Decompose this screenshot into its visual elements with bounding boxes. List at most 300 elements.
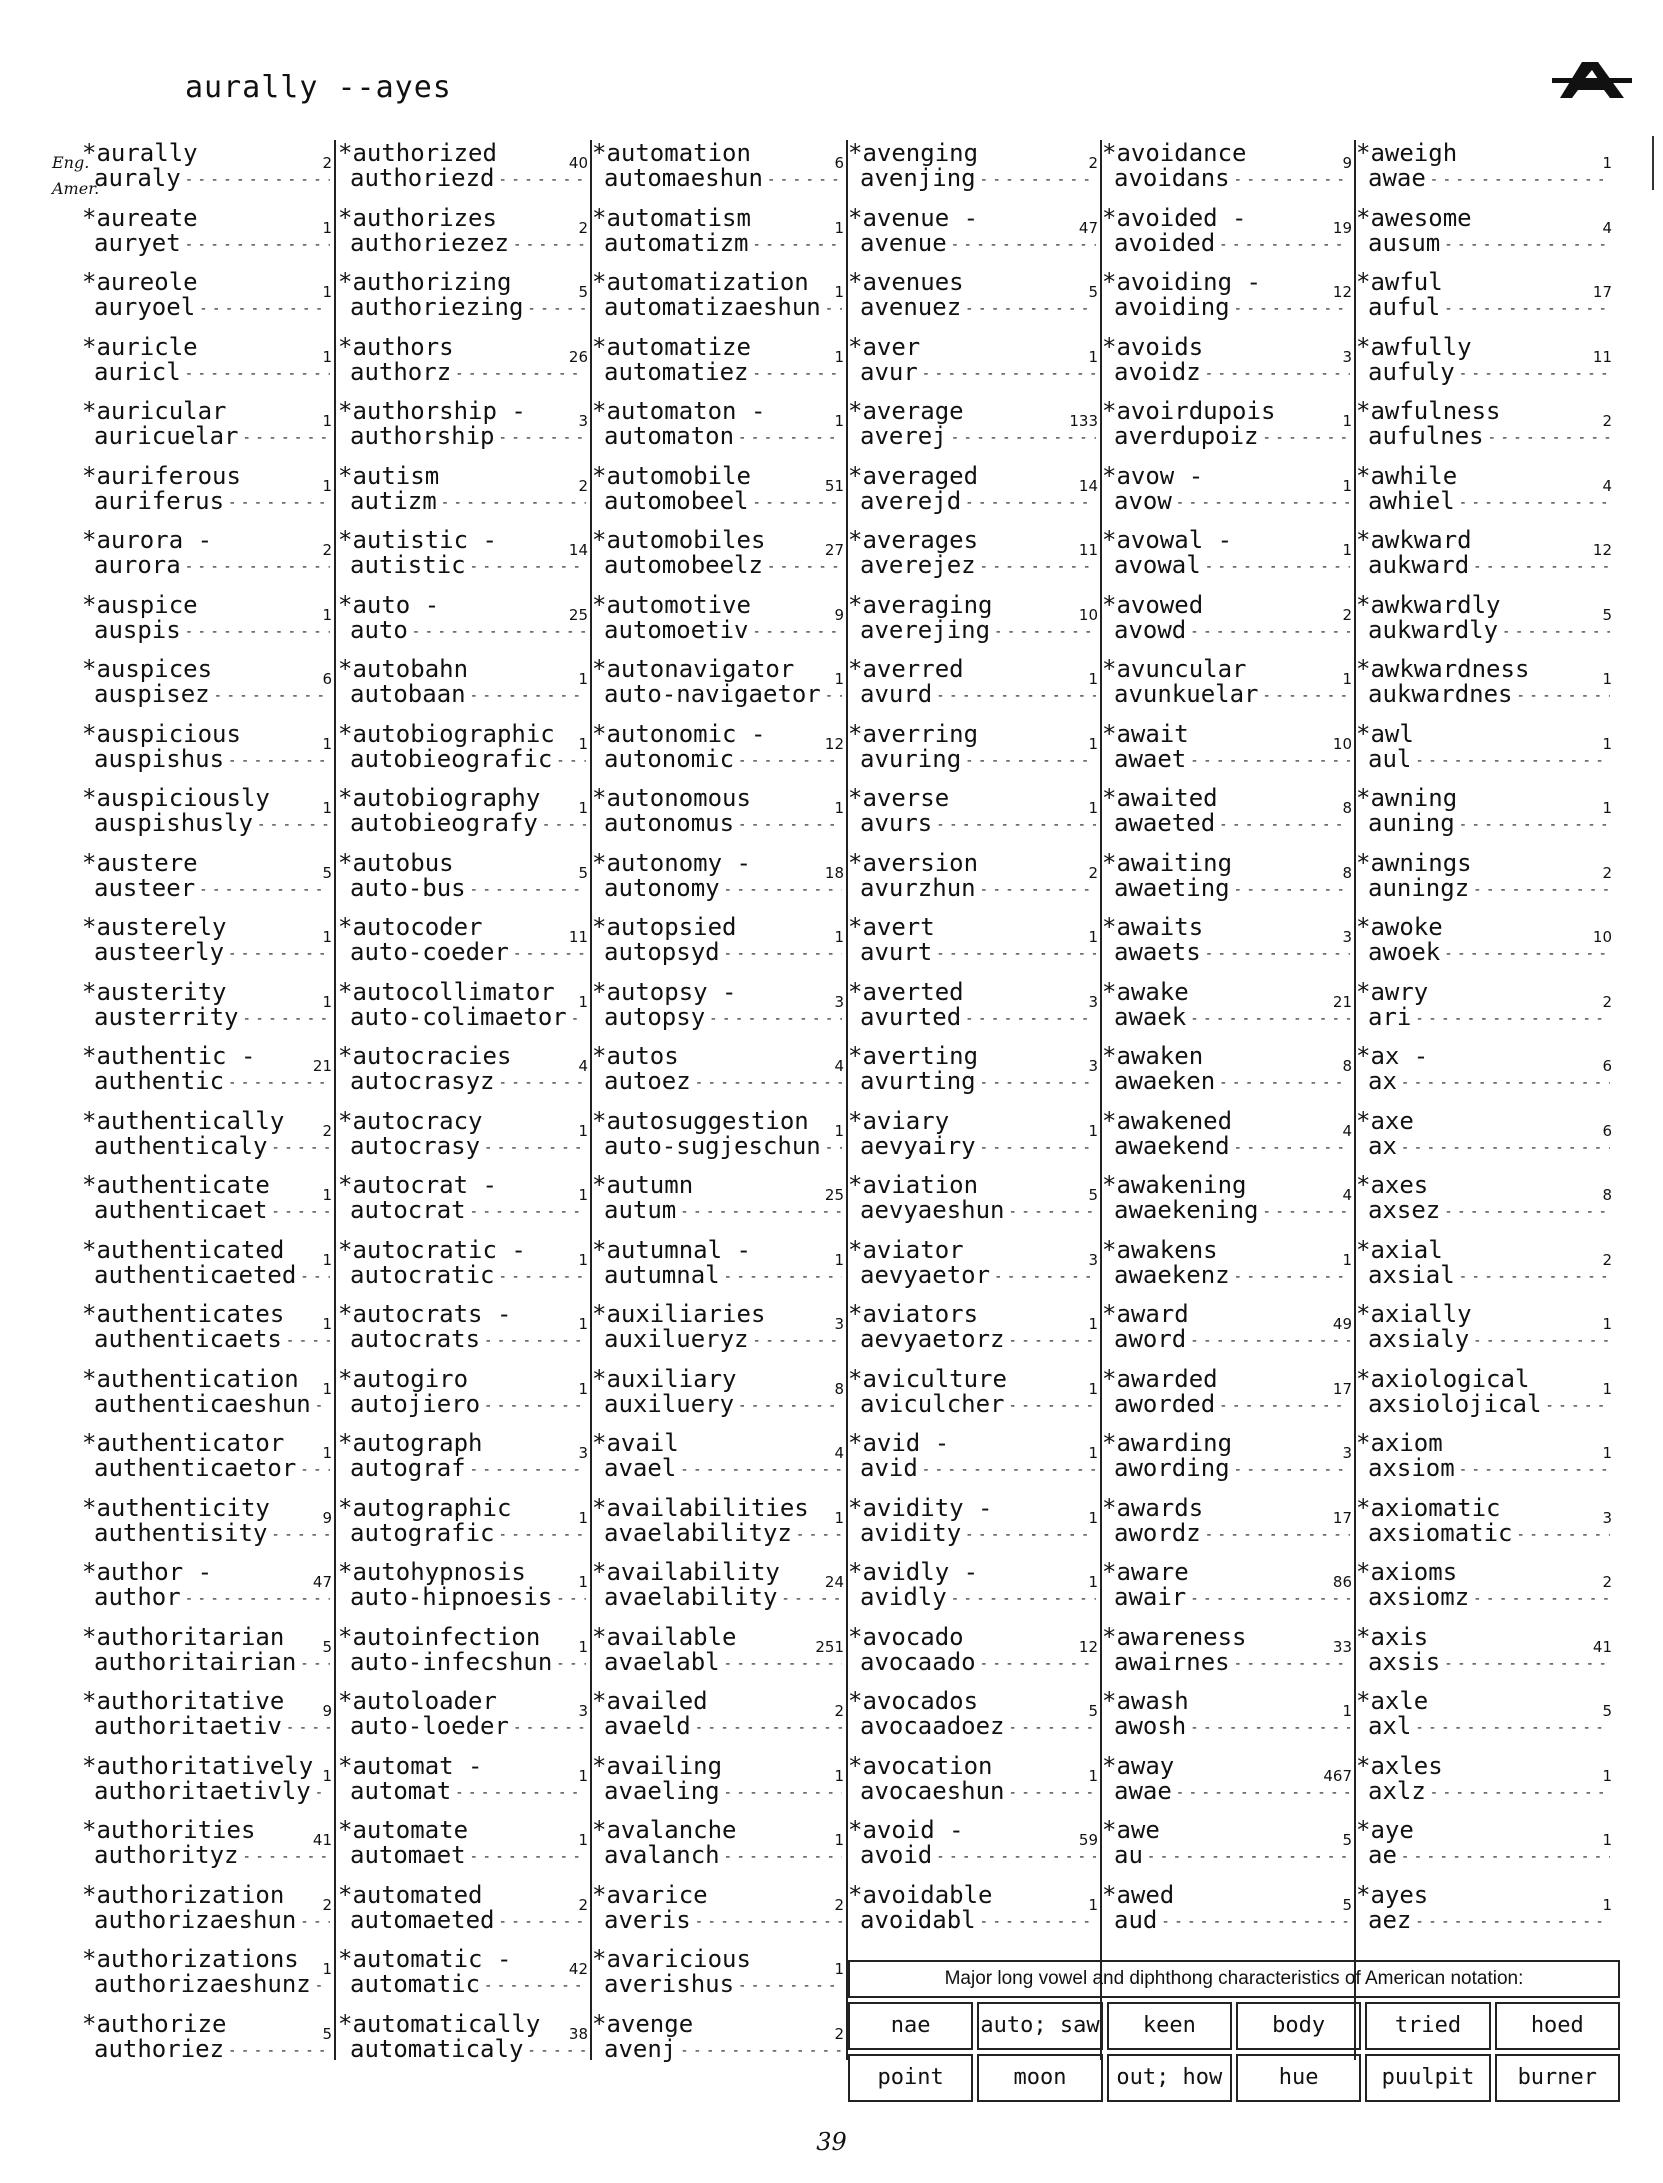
american-spelling: authenticaly - - - (94, 1133, 330, 1161)
frequency-count: 5 (322, 1637, 332, 1656)
american-spelling: authenticaets - - - (94, 1326, 330, 1354)
dictionary-entry (1356, 721, 1614, 781)
frequency-count: 133 (1069, 412, 1098, 430)
frequency-count: 21 (1332, 992, 1352, 1011)
american-spelling: aevyairy - - - (860, 1133, 1096, 1161)
dictionary-entry (1356, 1495, 1614, 1555)
english-spelling: *avid - (848, 1429, 950, 1457)
english-spelling: *automat - (338, 1751, 483, 1780)
dictionary-entry (848, 914, 1100, 974)
dictionary-entry (82, 1495, 334, 1555)
frequency-count: 1 (834, 670, 844, 688)
american-spelling: auto-coeder - - - (350, 939, 586, 967)
dictionary-entry (592, 1108, 846, 1168)
dictionary-entry (592, 140, 846, 200)
american-spelling: aevyaetorz - - - (860, 1326, 1096, 1354)
frequency-count: 3 (1602, 1508, 1612, 1527)
english-spelling: *autopsied (592, 913, 737, 941)
dictionary-entry (338, 656, 590, 716)
american-spelling: automaeted - - - (350, 1907, 586, 1935)
lang-label-english: Eng. (52, 153, 90, 172)
american-spelling: avuring - - - (860, 746, 1096, 774)
frequency-count: 5 (1602, 1702, 1612, 1720)
dictionary-entry (1102, 721, 1354, 781)
english-spelling: *aureate (82, 203, 198, 232)
american-spelling: ari - - - (1368, 1004, 1610, 1032)
frequency-count: 1 (322, 1186, 332, 1204)
frequency-count: 1 (1602, 1895, 1612, 1914)
dictionary-entry (338, 1430, 590, 1490)
frequency-count: 1 (322, 605, 332, 624)
english-spelling: *averaged (848, 461, 979, 490)
english-spelling: *auspices (82, 655, 213, 683)
frequency-count: 2 (834, 1702, 844, 1720)
frequency-count: 1 (1088, 1573, 1098, 1591)
dictionary-entry (848, 592, 1100, 652)
dictionary-entry (848, 1301, 1100, 1361)
frequency-count: 1 (322, 412, 332, 430)
english-spelling: *automated (338, 1880, 483, 1909)
dictionary-entry (1356, 1108, 1614, 1168)
frequency-count: 10 (1078, 605, 1098, 624)
english-spelling: *awash (1102, 1687, 1189, 1715)
frequency-count: 1 (834, 1250, 844, 1269)
american-spelling: autonomy - - - (604, 875, 842, 903)
english-spelling: *awnings (1356, 848, 1472, 877)
american-spelling: aworded - - - (1114, 1391, 1350, 1419)
frequency-count: 1 (834, 1960, 844, 1978)
dictionary-entry (592, 850, 846, 910)
frequency-count: 1 (1602, 1444, 1612, 1462)
frequency-count: 1 (1088, 1444, 1098, 1462)
dictionary-entry (592, 1495, 846, 1555)
american-spelling: axsez - - - (1368, 1197, 1610, 1225)
american-spelling: auspishus - - - (94, 746, 330, 774)
legend-row (848, 2002, 1620, 2050)
frequency-count: 25 (568, 605, 588, 624)
english-spelling: *autosuggestion (592, 1106, 809, 1135)
dictionary-entry (592, 1301, 846, 1361)
frequency-count: 1 (578, 799, 588, 817)
american-spelling: avoidabl - - - (860, 1907, 1096, 1935)
dictionary-entry (1102, 463, 1354, 523)
english-spelling: *axiological (1356, 1364, 1530, 1393)
frequency-count: 1 (834, 928, 844, 946)
english-spelling: *autocrat - (338, 1171, 497, 1199)
english-spelling: *away (1102, 1751, 1175, 1780)
american-spelling: avenue - - - (860, 230, 1096, 258)
dictionary-entry (848, 140, 1100, 200)
frequency-count: 1 (1088, 799, 1098, 817)
dictionary-entry (338, 1559, 590, 1619)
frequency-count: 12 (1332, 283, 1352, 301)
american-spelling: autocrasy - - - (350, 1133, 586, 1161)
dictionary-entry (592, 1688, 846, 1748)
english-spelling: *averting (848, 1042, 979, 1070)
american-spelling: autopsyd - - - (604, 939, 842, 967)
english-spelling: *avoided - (1102, 203, 1247, 232)
frequency-count: 47 (1078, 218, 1098, 237)
frequency-count: 9 (1342, 154, 1352, 172)
english-spelling: *autonomous (592, 784, 751, 812)
frequency-count: 467 (1323, 1766, 1352, 1785)
american-spelling: aul - - - (1368, 746, 1610, 774)
legend-title: Major long vowel and diphthong characteristics of American notation: (848, 1960, 1620, 1998)
frequency-count: 8 (1342, 799, 1352, 817)
frequency-count: 2 (578, 1895, 588, 1914)
american-spelling: awhiel - - - (1368, 488, 1610, 516)
dictionary-entry (338, 269, 590, 329)
english-spelling: *awkward (1356, 526, 1472, 554)
english-spelling: *aviary (848, 1106, 950, 1135)
english-spelling: *authoritative (82, 1687, 285, 1715)
american-spelling: avenjing - - - (860, 165, 1096, 193)
dictionary-entry (338, 979, 590, 1039)
frequency-count: 1 (578, 1315, 588, 1333)
dictionary-entry (82, 205, 334, 265)
english-spelling: *authorizing (338, 268, 512, 296)
dictionary-entry (1102, 1559, 1354, 1619)
american-spelling: axl - - - (1368, 1713, 1610, 1741)
american-spelling: avael - - - (604, 1455, 842, 1483)
dictionary-entry (82, 1301, 334, 1361)
english-spelling: *autoloader (338, 1687, 497, 1715)
american-spelling: avalanch - - - (604, 1842, 842, 1870)
dictionary-entry (82, 1237, 334, 1297)
frequency-count: 1 (322, 1250, 332, 1269)
english-spelling: *axle (1356, 1687, 1429, 1715)
english-spelling: *autographic (338, 1493, 512, 1522)
frequency-count: 2 (322, 1121, 332, 1140)
english-spelling: *await (1102, 719, 1189, 748)
english-spelling: *award (1102, 1300, 1189, 1328)
dictionary-entry (1102, 140, 1354, 200)
dictionary-entry (338, 721, 590, 781)
dictionary-entry (338, 1753, 590, 1813)
frequency-count: 1 (578, 734, 588, 753)
american-spelling: autocratic - - - (350, 1262, 586, 1290)
dictionary-entry (848, 463, 1100, 523)
american-spelling: avaelability - - - (604, 1584, 842, 1612)
english-spelling: *autobiography (338, 784, 541, 812)
dictionary-entry (338, 2011, 590, 2071)
american-spelling: averejd - - - (860, 488, 1096, 516)
dictionary-entry (848, 527, 1100, 587)
frequency-count: 5 (1342, 1831, 1352, 1849)
english-spelling: *authenticate (82, 1171, 270, 1199)
legend-example: hue (1236, 2054, 1361, 2102)
english-spelling: *automatically (338, 2009, 541, 2038)
american-spelling: au - - - (1114, 1842, 1350, 1870)
american-spelling: axsialy - - - (1368, 1326, 1610, 1354)
american-spelling: auryet - - - (94, 230, 330, 258)
american-spelling: avoid - - - (860, 1842, 1096, 1870)
dictionary-entry (1102, 1430, 1354, 1490)
dictionary-entry (82, 334, 334, 394)
american-spelling: axsiom - - - (1368, 1455, 1610, 1483)
frequency-count: 2 (1602, 412, 1612, 430)
english-spelling: *auricular (82, 397, 227, 425)
american-spelling: auraly - - - (94, 165, 330, 193)
american-spelling: automatiez - - - (604, 359, 842, 387)
frequency-count: 1 (1088, 1895, 1098, 1914)
dictionary-entry (82, 1817, 334, 1877)
frequency-count: 251 (815, 1637, 844, 1656)
english-spelling: *avuncular (1102, 655, 1247, 683)
dictionary-entry (848, 334, 1100, 394)
frequency-count: 1 (578, 1508, 588, 1527)
american-spelling: avaeling - - - (604, 1778, 842, 1806)
dictionary-entry (848, 1366, 1100, 1426)
frequency-count: 4 (1602, 218, 1612, 237)
american-spelling: auningz - - - (1368, 875, 1610, 903)
english-spelling: *awaited (1102, 784, 1218, 812)
american-spelling: avid - - - (860, 1455, 1096, 1483)
english-spelling: *autocrats - (338, 1300, 512, 1328)
english-spelling: *axe (1356, 1106, 1414, 1135)
english-spelling: *aweigh (1356, 139, 1458, 167)
frequency-count: 1 (578, 1121, 588, 1140)
frequency-count: 17 (1332, 1379, 1352, 1398)
frequency-count: 5 (322, 2024, 332, 2043)
frequency-count: 8 (834, 1379, 844, 1398)
frequency-count: 1 (322, 218, 332, 237)
frequency-count: 1 (322, 799, 332, 817)
frequency-count: 6 (1602, 1057, 1612, 1075)
american-spelling: authenticaeshun - - - (94, 1391, 330, 1419)
american-spelling: awosh - - - (1114, 1713, 1350, 1741)
dictionary-entry (338, 1882, 590, 1942)
english-spelling: *authoritatively (82, 1751, 314, 1780)
dictionary-entry (848, 1430, 1100, 1490)
frequency-count: 1 (834, 283, 844, 301)
english-spelling: *automaton - (592, 397, 766, 425)
dictionary-column (1102, 140, 1356, 2060)
dictionary-entry (338, 463, 590, 523)
dictionary-entry (338, 205, 590, 265)
english-spelling: *aviators (848, 1300, 979, 1328)
dictionary-entry (1102, 850, 1354, 910)
dictionary-entry (82, 1753, 334, 1813)
dictionary-entry (1102, 1688, 1354, 1748)
english-spelling: *avenue - (848, 203, 979, 232)
american-spelling: authoriezing - - - (350, 294, 586, 322)
dictionary-entry (592, 1946, 846, 2006)
english-spelling: *avocation (848, 1751, 993, 1780)
american-spelling: auto-colimaetor - - - (350, 1004, 586, 1032)
american-spelling: axsiomatic - - - (1368, 1520, 1610, 1548)
english-spelling: *avoid - (848, 1816, 964, 1844)
dictionary-entry (848, 1882, 1100, 1942)
page-number: 39 (816, 2128, 847, 2156)
american-spelling: auryoel - - - (94, 294, 330, 322)
american-spelling: authoritaetiv - - - (94, 1713, 330, 1741)
dictionary-entry (338, 1172, 590, 1232)
dictionary-entry (82, 850, 334, 910)
dictionary-entry (848, 721, 1100, 781)
english-spelling: *awkwardness (1356, 655, 1530, 683)
frequency-count: 9 (322, 1508, 332, 1527)
dictionary-entry (1102, 334, 1354, 394)
english-spelling: *autoinfection (338, 1622, 541, 1651)
american-spelling: avurted - - - (860, 1004, 1096, 1032)
american-spelling: authorz - - - (350, 359, 586, 387)
english-spelling: *awe (1102, 1816, 1160, 1844)
dictionary-entry (338, 1624, 590, 1684)
dictionary-entry (338, 1688, 590, 1748)
dictionary-entry (82, 140, 334, 200)
dictionary-entry (82, 1882, 334, 1942)
frequency-count: 11 (1078, 541, 1098, 559)
dictionary-entry (592, 1817, 846, 1877)
american-spelling: avurting - - - (860, 1068, 1096, 1096)
english-spelling: *autohypnosis (338, 1558, 526, 1586)
dictionary-entry (848, 205, 1100, 265)
dictionary-column (848, 140, 1102, 2060)
english-spelling: *autocoder (338, 913, 483, 941)
dictionary-entry (848, 1108, 1100, 1168)
english-spelling: *avenging (848, 139, 979, 167)
english-spelling: *auto - (338, 590, 440, 619)
english-spelling: *automatize (592, 332, 751, 361)
american-spelling: autocrats - - - (350, 1326, 586, 1354)
english-spelling: *avoids (1102, 332, 1204, 361)
notation-legend (848, 1960, 1620, 2135)
american-spelling: awaets - - - (1114, 939, 1350, 967)
dictionary-entry (592, 721, 846, 781)
frequency-count: 17 (1332, 1508, 1352, 1527)
dictionary-column (82, 139, 336, 2063)
american-spelling: avidity - - - (860, 1520, 1096, 1548)
english-spelling: *awl (1356, 719, 1414, 748)
frequency-count: 1 (1602, 799, 1612, 817)
frequency-count: 2 (1602, 992, 1612, 1011)
dictionary-entry (592, 1430, 846, 1490)
english-spelling: *average (848, 397, 964, 425)
dictionary-entry (82, 1108, 334, 1168)
frequency-count: 26 (568, 347, 588, 366)
english-spelling: *awaits (1102, 913, 1204, 941)
english-spelling: *axes (1356, 1171, 1429, 1199)
american-spelling: avaelabl - - - (604, 1649, 842, 1677)
english-spelling: *avowed (1102, 590, 1204, 619)
american-spelling: averis - - - (604, 1907, 842, 1935)
english-spelling: *avoiding - (1102, 268, 1261, 296)
english-spelling: *availability (592, 1558, 780, 1586)
frequency-count: 24 (824, 1573, 844, 1591)
frequency-count: 3 (1088, 1057, 1098, 1075)
american-spelling: autonomic - - - (604, 746, 842, 774)
dictionary-entry (1102, 1882, 1354, 1942)
dictionary-entry (1102, 1817, 1354, 1877)
dictionary-entry (1356, 1301, 1614, 1361)
english-spelling: *awkwardly (1356, 590, 1501, 619)
english-spelling: *authentic - (82, 1042, 256, 1070)
dictionary-entry (1102, 1624, 1354, 1684)
english-spelling: *awareness (1102, 1622, 1247, 1651)
dictionary-entry (592, 979, 846, 1039)
frequency-count: 3 (578, 1444, 588, 1462)
english-spelling: *avoidance (1102, 139, 1247, 167)
american-spelling: auful - - - (1368, 294, 1610, 322)
frequency-count: 1 (1342, 1702, 1352, 1720)
frequency-count: 1 (1602, 1766, 1612, 1785)
english-spelling: *avarice (592, 1880, 708, 1909)
american-spelling: autograf - - - (350, 1455, 586, 1483)
frequency-count: 5 (1602, 605, 1612, 624)
dictionary-entry (1356, 1430, 1614, 1490)
american-spelling: aufulnes - - - (1368, 423, 1610, 451)
frequency-count: 1 (1088, 1315, 1098, 1333)
american-spelling: avoiding - - - (1114, 294, 1350, 322)
dictionary-entry (1102, 527, 1354, 587)
english-spelling: *availabilities (592, 1493, 809, 1522)
american-spelling: averishus - - - (604, 1971, 842, 1999)
dictionary-entry (82, 1688, 334, 1748)
dictionary-entry (592, 463, 846, 523)
section-letter-a (1552, 60, 1632, 102)
dictionary-entry (1102, 1753, 1354, 1813)
american-spelling: automatic - - - (350, 1971, 586, 1999)
american-spelling: avocaado - - - (860, 1649, 1096, 1677)
american-spelling: aukwardly - - - (1368, 617, 1610, 645)
dictionary-entry (1356, 1882, 1614, 1942)
frequency-count: 1 (1088, 734, 1098, 753)
frequency-count: 1 (834, 1121, 844, 1140)
english-spelling: *axioms (1356, 1558, 1458, 1586)
american-spelling: authorizaeshun - - - (94, 1907, 330, 1935)
english-spelling: *automobiles (592, 526, 766, 554)
english-spelling: *auspicious (82, 719, 241, 748)
american-spelling: avaeld - - - (604, 1713, 842, 1741)
american-spelling: auto-navigaetor - - - (604, 681, 842, 709)
frequency-count: 4 (1602, 476, 1612, 495)
english-spelling: *awarded (1102, 1364, 1218, 1393)
english-spelling: *authorizations (82, 1945, 299, 1973)
frequency-count: 1 (1342, 541, 1352, 559)
english-spelling: *austere (82, 848, 198, 877)
frequency-count: 42 (568, 1960, 588, 1978)
american-spelling: authentisity - - - (94, 1520, 330, 1548)
dictionary-entry (82, 979, 334, 1039)
american-spelling: autocrat - - - (350, 1197, 586, 1225)
frequency-count: 1 (1342, 1250, 1352, 1269)
english-spelling: *auricle (82, 332, 198, 361)
american-spelling: autografic - - - (350, 1520, 586, 1548)
frequency-count: 1 (322, 928, 332, 946)
english-spelling: *awakening (1102, 1171, 1247, 1199)
english-spelling: *awoke (1356, 913, 1443, 941)
frequency-count: 41 (1592, 1637, 1612, 1656)
frequency-count: 4 (834, 1444, 844, 1462)
frequency-count: 3 (834, 1315, 844, 1333)
dictionary-entry (848, 850, 1100, 910)
english-spelling: *avoirdupois (1102, 397, 1276, 425)
english-spelling: *auxiliaries (592, 1300, 766, 1328)
american-spelling: auspishusly - - - (94, 810, 330, 838)
legend-example: moon (977, 2054, 1102, 2102)
dictionary-entry (1102, 785, 1354, 845)
dictionary-entry (592, 1559, 846, 1619)
american-spelling: autum - - - (604, 1197, 842, 1225)
dictionary-entry (1356, 1172, 1614, 1232)
english-spelling: *avalanche (592, 1816, 737, 1844)
dictionary-entry (848, 1172, 1100, 1232)
dictionary-entry (1102, 1495, 1354, 1555)
english-spelling: *awake (1102, 977, 1189, 1006)
american-spelling: automaton - - - (604, 423, 842, 451)
american-spelling: aevyaeshun - - - (860, 1197, 1096, 1225)
